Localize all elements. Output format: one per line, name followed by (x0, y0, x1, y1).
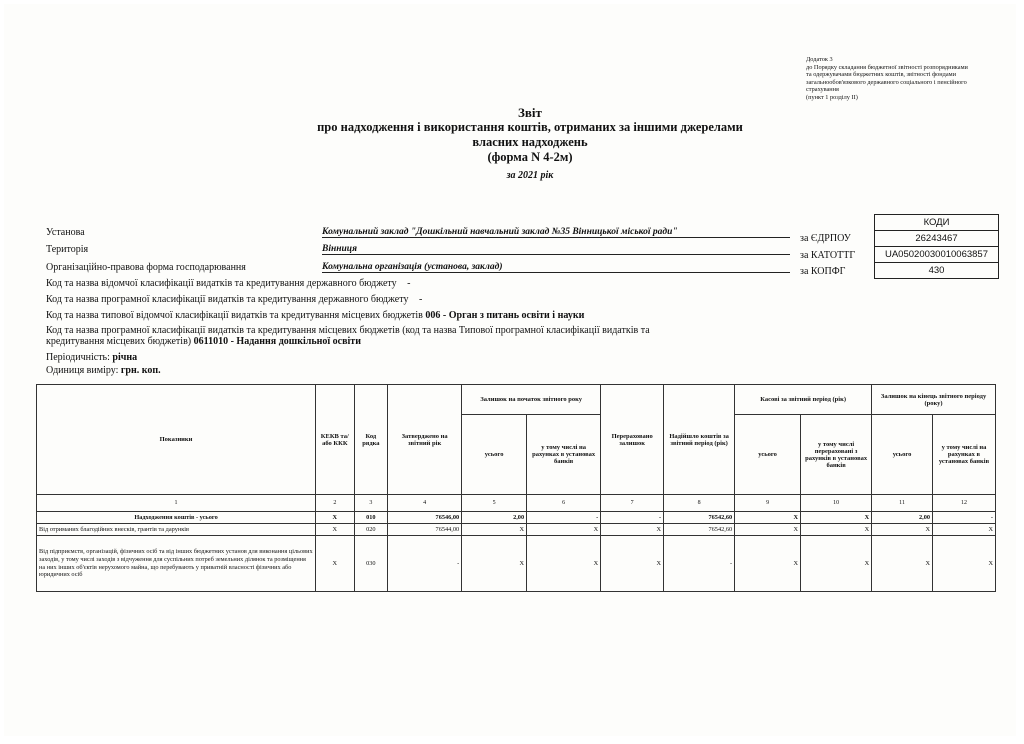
unit (46, 365, 161, 376)
header-balance-start: Залишок на початок звітного року (462, 385, 601, 415)
info-line-3-label: Код та назва типової відомчої класифікації видатків та кредитування місцевих бюджетів (46, 310, 423, 321)
row-kekv: X (316, 524, 355, 536)
row-received: - (664, 536, 735, 592)
row-transferred: X (601, 536, 664, 592)
table-row (37, 512, 996, 524)
appendix-line: страхування (806, 86, 839, 94)
edrpou-code: 26243467 (875, 231, 999, 247)
appendix-line: Додаток 3 (806, 56, 833, 63)
column-number: 12 (933, 495, 996, 512)
table-row (37, 536, 996, 592)
row-approved: 76546,00 (388, 512, 462, 524)
header-end-total: усього (872, 415, 933, 495)
periodicity-label: Періодичність: (46, 352, 110, 363)
unit-value: грн. коп. (120, 365, 161, 376)
row-kekv: X (316, 536, 355, 592)
header-row-code: Код рядка (354, 385, 387, 495)
info-line-1 (46, 278, 411, 289)
org-form-label: Організаційно-правова форма господарювання (46, 262, 246, 273)
info-line-1-label: Код та назва відомчої класифікації видатків та кредитування державного бюджету (46, 278, 397, 289)
report-subtitle-2: власних надходжень (472, 135, 588, 149)
header-transferred: Перераховано залишок (601, 385, 664, 495)
row-approved: 76544,00 (388, 524, 462, 536)
appendix-note (806, 56, 1006, 102)
institution-label: Установа (46, 227, 85, 238)
column-number: 9 (735, 495, 801, 512)
row-cash-bank: X (801, 512, 872, 524)
row-start-total: X (462, 524, 527, 536)
column-number: 3 (354, 495, 387, 512)
header-cash-total: усього (735, 415, 801, 495)
column-number: 8 (664, 495, 735, 512)
column-number: 5 (462, 495, 527, 512)
report-subtitle: про надходження і використання коштів, отриманих за іншими джерелами (317, 120, 743, 134)
territory-label: Територія (46, 244, 89, 255)
info-line-4-value: 0611010 - Надання дошкільної освіти (193, 336, 361, 347)
info-line-3-value: 006 - Орган з питань освіти і науки (425, 310, 585, 321)
periodicity (46, 352, 137, 363)
row-start-bank: X (527, 524, 601, 536)
info-line-2 (46, 294, 422, 305)
org-form-value: Комунальна організація (установа, заклад) (322, 262, 790, 273)
info-line-4-continued (46, 336, 946, 347)
column-number: 10 (801, 495, 872, 512)
row-end-total: X (872, 524, 933, 536)
header-cash: Касові за звітний період (рік) (735, 385, 872, 415)
column-number: 6 (527, 495, 601, 512)
row-code: 020 (354, 524, 387, 536)
row-cash-bank: X (801, 524, 872, 536)
row-name: Від отриманих благодійних внесків, грантів та дарунків (37, 524, 316, 536)
row-name: Надходження коштів - усього (37, 512, 316, 524)
row-start-bank: X (527, 536, 601, 592)
column-number: 4 (388, 495, 462, 512)
appendix-line: до Порядку складання бюджетної звітності розпорядниками (806, 63, 968, 71)
column-number: 1 (37, 495, 316, 512)
header-indicators: Показники (37, 385, 316, 495)
kopfg-label: за КОПФГ (800, 266, 846, 277)
row-end-bank: X (933, 536, 996, 592)
row-start-total: 2,00 (462, 512, 527, 524)
periodicity-value: річна (112, 352, 138, 363)
header-start-total: усього (462, 415, 527, 495)
row-name: Від підприємств, організацій, фізичних осіб та від інших бюджетних установ для виконання цільових заходів, у тому числі заходів з відчуження для суспільних потреб земельних ділянок та розміщення на них інших об'єктів нерухомого майна, що перебувають у приватній власності фізичних або юридичних осіб (37, 536, 316, 592)
row-end-bank: - (933, 512, 996, 524)
territory-value: Вінниця (322, 244, 790, 255)
info-line-1-value: - (407, 278, 411, 289)
edrpou-label: за ЄДРПОУ (800, 233, 851, 244)
report-title-block (150, 106, 910, 181)
row-start-total: X (462, 536, 527, 592)
row-end-total: 2,00 (872, 512, 933, 524)
katottg-code: UA05020030010063857 (875, 247, 999, 263)
kopfg-code: 430 (875, 263, 999, 279)
row-end-bank: X (933, 524, 996, 536)
table-row (37, 524, 996, 536)
row-kekv: X (316, 512, 355, 524)
header-kekv: КЕКВ та/або ККК (316, 385, 355, 495)
header-received: Надійшло коштів за звітний період (рік) (664, 385, 735, 495)
report-form: (форма N 4-2м) (487, 150, 573, 164)
info-line-2-value: - (418, 294, 423, 305)
codes-header: КОДИ (875, 215, 999, 231)
row-transferred: X (601, 524, 664, 536)
appendix-line: загальнообов'язкового державного соціального і пенсійного (806, 78, 967, 86)
info-line-2-label: Код та назва програмної класифікації видатків та кредитування державного бюджету (46, 294, 409, 305)
katottg-label: за КАТОТТГ (800, 250, 856, 261)
row-start-bank: - (527, 512, 601, 524)
column-number: 7 (601, 495, 664, 512)
appendix-line: (пункт 1 розділу II) (806, 93, 858, 101)
row-code: 010 (354, 512, 387, 524)
row-cash-total: X (735, 536, 801, 592)
header-approved: Затверджено на звітний рік (388, 385, 462, 495)
row-code: 030 (354, 536, 387, 592)
report-title: Звіт (518, 105, 542, 120)
row-end-total: X (872, 536, 933, 592)
column-number: 11 (872, 495, 933, 512)
appendix-line: та одержувачами бюджетних коштів, звітності фондами (806, 71, 957, 79)
info-line-4 (46, 325, 946, 347)
info-line-4-label: Код та назва програмної класифікації видатків та кредитування місцевих бюджетів (код та назва Типової програмної класифікації видатків та (46, 325, 650, 336)
header-end-bank: у тому числі на рахунках в установах банків (933, 415, 996, 495)
row-cash-bank: X (801, 536, 872, 592)
unit-label: Одиниця виміру: (46, 365, 119, 376)
report-table (36, 384, 996, 592)
row-cash-total: X (735, 512, 801, 524)
column-numbers-row (37, 495, 996, 512)
header-cash-bank: у тому числі перераховані з рахунків в установах банків (801, 415, 872, 495)
header-balance-end: Залишок на кінець звітного періоду (року) (872, 385, 996, 415)
institution-value: Комунальний заклад "Дошкільний навчальний заклад №35 Вінницької міської ради" (322, 227, 790, 238)
row-approved: - (388, 536, 462, 592)
row-transferred: - (601, 512, 664, 524)
header-start-bank: у тому числі на рахунках в установах банків (527, 415, 601, 495)
codes-table (874, 214, 999, 279)
row-received: 76542,60 (664, 524, 735, 536)
report-year: за 2021 рік (506, 170, 554, 181)
info-line-3 (46, 310, 584, 321)
info-line-4-label-b: кредитування місцевих бюджетів) (46, 336, 192, 347)
column-number: 2 (316, 495, 355, 512)
row-received: 76542,60 (664, 512, 735, 524)
row-cash-total: X (735, 524, 801, 536)
